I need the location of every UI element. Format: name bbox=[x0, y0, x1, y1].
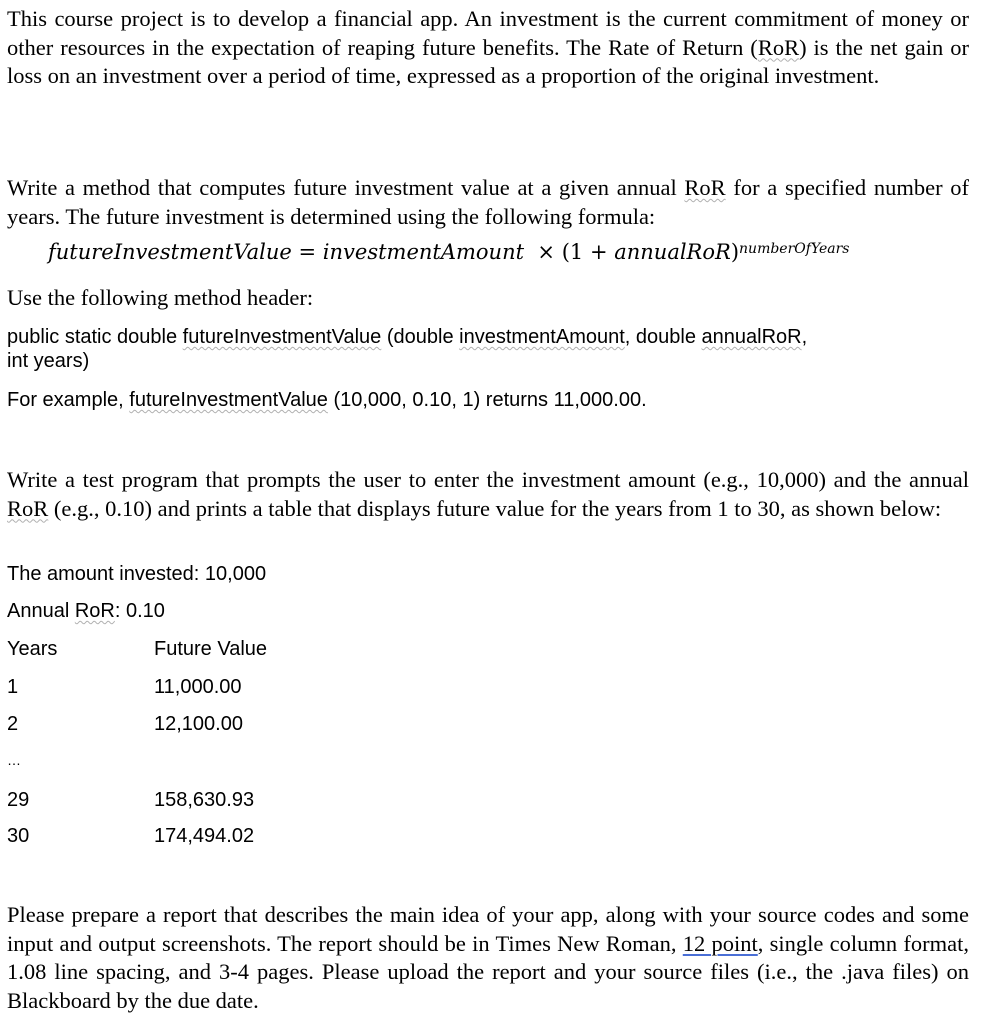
ror-term: RoR bbox=[684, 175, 726, 200]
method-text-a: Write a method that computes future investment value at a given annual bbox=[7, 175, 685, 200]
test-text-a: Write a test program that prompts the user to enter the investment amount (e.g., 10,000) and the annual bbox=[7, 467, 969, 492]
example-suffix: (10,000, 0.10, 1) returns 11,000.00. bbox=[327, 389, 647, 411]
intro-text: This course project is to develop a financial app. An investment is the current commitment of money or other resources in the expectation of reaping future benefits. The Rate of Return ( bbox=[7, 6, 969, 60]
formula-paren-close: ) bbox=[730, 240, 740, 264]
header-intro: Use the following method header: bbox=[7, 285, 314, 310]
table-row-year: 1 bbox=[7, 676, 19, 698]
method-header-middle2: , double bbox=[624, 326, 702, 348]
example-method-name: futureInvestmentValue bbox=[129, 389, 328, 411]
table-row-year: 2 bbox=[7, 713, 19, 735]
method-header-suffix: , bbox=[801, 326, 808, 348]
ror-term: RoR bbox=[757, 34, 800, 60]
table-row-ellipsis: … bbox=[7, 752, 21, 768]
font-size-term: 12 point bbox=[682, 930, 758, 956]
example-line bbox=[7, 388, 647, 412]
intro-text-end: ) is the net gain or loss on an investment over a period of time, expressed as a proportion of the original investment. bbox=[7, 34, 969, 89]
col-years-header: Years bbox=[7, 638, 58, 660]
method-header-line2: int years) bbox=[7, 350, 90, 372]
method-name: futureInvestmentValue bbox=[182, 326, 382, 348]
param-annual-ror: annualRoR bbox=[701, 326, 802, 348]
formula bbox=[48, 240, 849, 264]
amount-invested-line: The amount invested: 10,000 bbox=[7, 563, 267, 585]
report-text-a: Please prepare a report that describes the main idea of your app, along with your source codes and some input and output screenshots. The report should be in Times New Roman, bbox=[7, 902, 969, 956]
report-paragraph bbox=[7, 901, 969, 1015]
example-prefix: For example, bbox=[7, 389, 130, 411]
method-header-line1 bbox=[7, 325, 807, 349]
col-value-header: Future Value bbox=[154, 638, 268, 660]
test-paragraph bbox=[7, 466, 969, 523]
method-text-b: for a specified number of years. The future investment is determined using the following formula: bbox=[7, 175, 969, 229]
table-row-year: 30 bbox=[7, 825, 30, 847]
formula-exponent: numberOfYears bbox=[739, 241, 850, 257]
table-row-value: 158,630.93 bbox=[154, 789, 255, 811]
table-row-value: 174,494.02 bbox=[154, 825, 255, 847]
table-row-year: 29 bbox=[7, 789, 30, 811]
ror-term: RoR bbox=[74, 600, 115, 622]
table-row-value: 12,100.00 bbox=[154, 713, 243, 735]
formula-times: × bbox=[537, 240, 556, 264]
param-investment-amount: investmentAmount bbox=[459, 326, 625, 348]
formula-paren-open: (1 + bbox=[561, 240, 615, 264]
annual-ror-value: : 0.10 bbox=[114, 600, 165, 622]
annual-ror-prefix: Annual bbox=[7, 600, 75, 622]
method-header-prefix: public static double bbox=[7, 326, 183, 348]
method-header-middle: (double bbox=[381, 326, 460, 348]
test-text-b: (e.g., 0.10) and prints a table that displays future value for the years from 1 to 30, as shown below: bbox=[48, 495, 942, 521]
formula-rate: annualRoR bbox=[614, 240, 731, 264]
report-text-b: , single column format, 1.08 line spacing, and 3-4 pages. Please upload the report and your source files (i.e., the .java files) on Blackboard by the due date. bbox=[7, 930, 969, 1013]
table-row-value: 11,000.00 bbox=[154, 676, 242, 698]
intro-paragraph bbox=[7, 5, 969, 91]
formula-amount: investmentAmount bbox=[322, 240, 525, 264]
annual-ror-line bbox=[7, 599, 165, 623]
ror-term: RoR bbox=[7, 495, 49, 521]
method-paragraph bbox=[7, 174, 969, 231]
formula-lhs: futureInvestmentValue bbox=[48, 240, 292, 264]
formula-equals: = bbox=[298, 240, 317, 264]
